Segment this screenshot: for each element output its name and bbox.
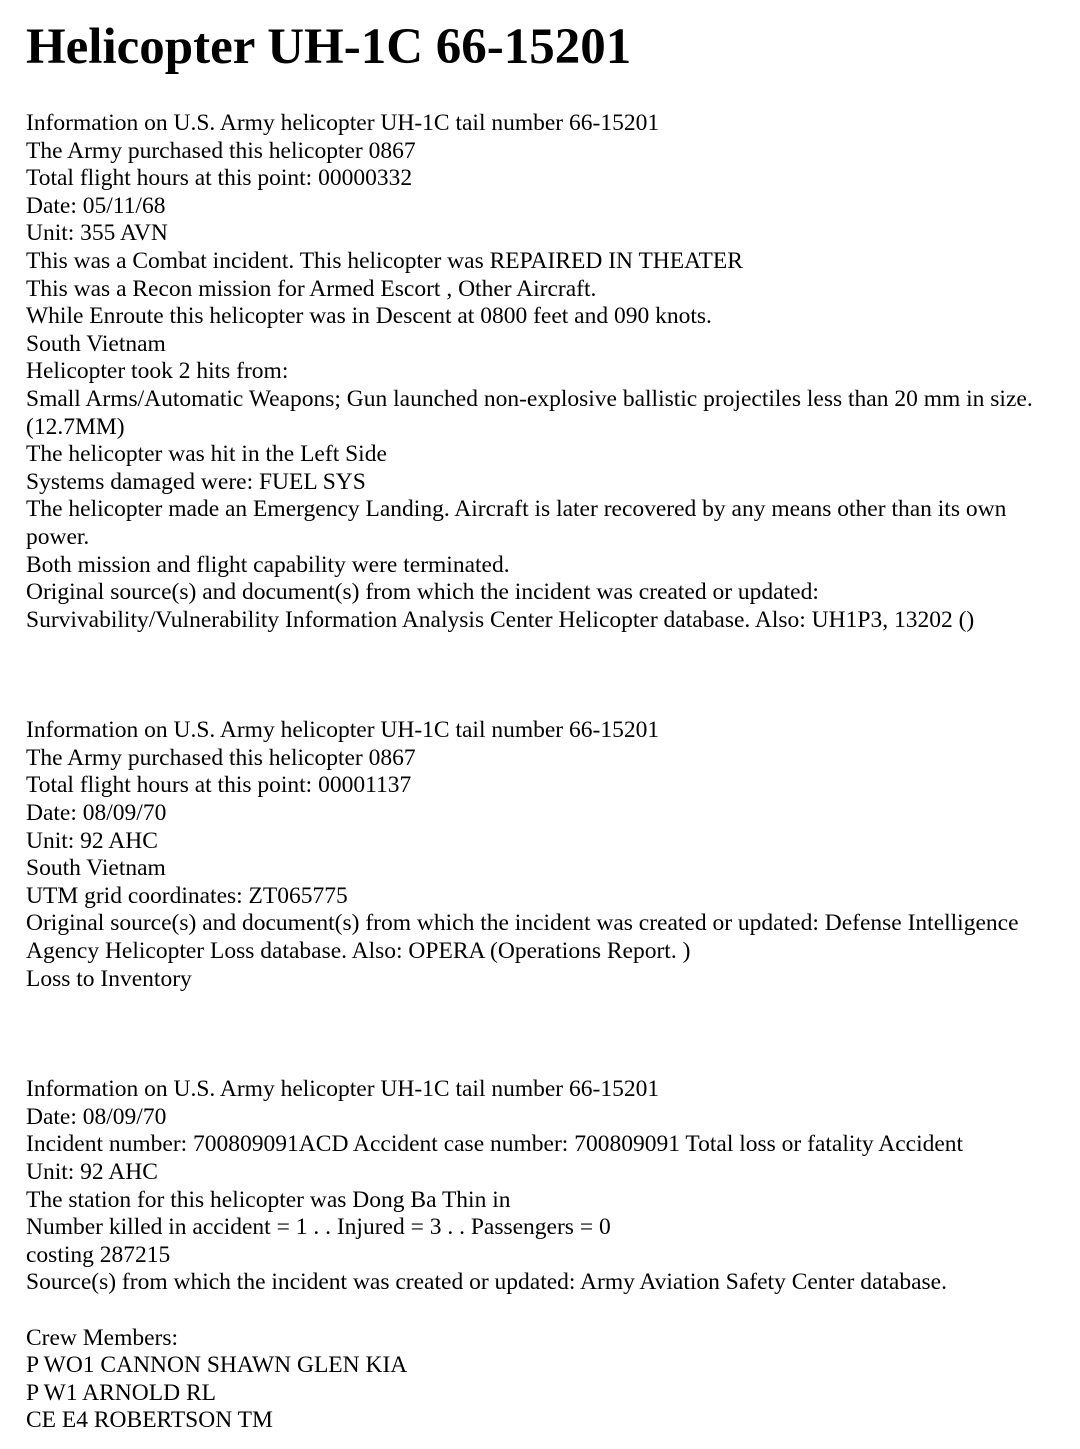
record-line: Systems damaged were: FUEL SYS — [26, 468, 366, 495]
record-line: South Vietnam — [26, 330, 166, 357]
record-line: Both mission and flight capability were terminated. — [26, 551, 510, 578]
record-line: The Army purchased this helicopter 0867 — [26, 137, 416, 164]
crew-heading: Crew Members: — [26, 1324, 179, 1351]
record-line: The station for this helicopter was Dong Ba Thin in — [26, 1186, 511, 1213]
record-line: While Enroute this helicopter was in Descent at 0800 feet and 090 knots. — [26, 303, 712, 330]
record-line: Total flight hours at this point: 00000332 — [26, 165, 413, 192]
incident-record-2 — [26, 717, 1070, 993]
record-line: Original source(s) and document(s) from which the incident was created or updated: Defense Intelligence Agency Helicopter Loss database. Also: OPERA (Operations Report. ) — [26, 910, 1019, 965]
record-line: Information on U.S. Army helicopter UH-1C tail number 66-15201 — [26, 717, 660, 744]
record-line: This was a Combat incident. This helicopter was REPAIRED IN THEATER — [26, 247, 743, 274]
incident-record-3 — [26, 1076, 1070, 1435]
record-line: The helicopter made an Emergency Landing. Aircraft is later recovered by any means other than its own power. — [26, 496, 1007, 550]
spacer — [26, 1297, 1070, 1325]
record-line: Date: 08/09/70 — [26, 800, 167, 827]
record-line: Helicopter took 2 hits from: — [26, 358, 289, 385]
record-line: Information on U.S. Army helicopter UH-1C tail number 66-15201 — [26, 1076, 660, 1103]
record-line: Unit: 92 AHC — [26, 827, 158, 854]
record-line: Small Arms/Automatic Weapons; Gun launched non-explosive ballistic projectiles less than 20 mm in size. (12.7MM) — [26, 385, 1033, 440]
crew-member: P WO1 CANNON SHAWN GLEN KIA — [26, 1352, 408, 1379]
record-line: Survivability/Vulnerability Information Analysis Center Helicopter database. Also: UH1P3, 13202 () — [26, 606, 975, 633]
record-line: This was a Recon mission for Armed Escort , Other Aircraft. — [26, 275, 597, 302]
record-line: South Vietnam — [26, 855, 166, 882]
record-line: Incident number: 700809091ACD Accident case number: 700809091 Total loss or fatality Accident — [26, 1131, 964, 1158]
record-line: Information on U.S. Army helicopter UH-1C tail number 66-15201 — [26, 110, 660, 136]
record-line: The helicopter was hit in the Left Side — [26, 441, 387, 468]
crew-member: CE E4 ROBERTSON TM — [26, 1407, 273, 1434]
record-line: Unit: 92 AHC — [26, 1159, 158, 1185]
record-line: costing 287215 — [26, 1241, 171, 1268]
crew-member: P W1 ARNOLD RL — [26, 1379, 216, 1406]
record-line: Source(s) from which the incident was created or updated: Army Aviation Safety Center database. — [26, 1269, 947, 1296]
record-line: The Army purchased this helicopter 0867 — [26, 744, 416, 771]
record-line: Date: 08/09/70 — [26, 1103, 167, 1130]
record-line: Date: 05/11/68 — [26, 192, 166, 219]
record-line: Original source(s) and document(s) from which the incident was created or updated: — [26, 579, 819, 606]
record-line: Total flight hours at this point: 00001137 — [26, 772, 412, 799]
record-line: Unit: 355 AVN — [26, 220, 168, 247]
record-line: Number killed in accident = 1 . . Injured = 3 . . Passengers = 0 — [26, 1214, 611, 1241]
record-line: Loss to Inventory — [26, 965, 192, 992]
incident-record-1 — [26, 110, 1070, 634]
record-line: UTM grid coordinates: ZT065775 — [26, 882, 348, 909]
page-title: Helicopter UH-1C 66-15201 — [26, 19, 632, 75]
